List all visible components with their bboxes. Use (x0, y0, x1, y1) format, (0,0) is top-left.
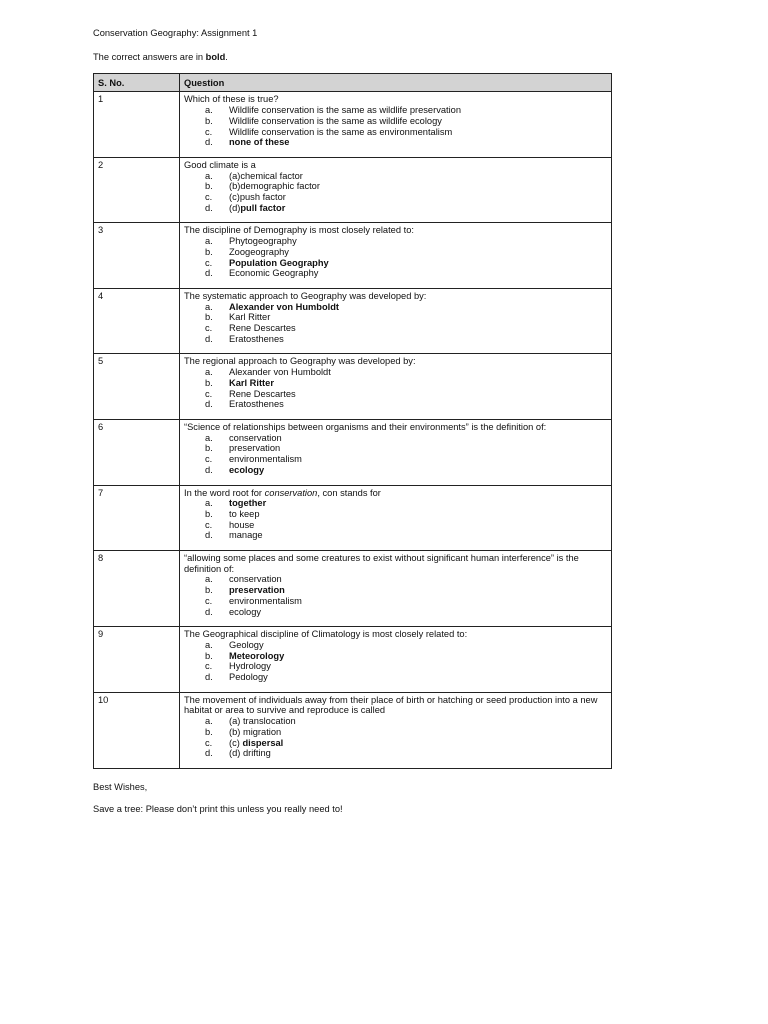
list-item (184, 672, 607, 683)
option-text: preservation (229, 443, 281, 454)
list-item (184, 268, 607, 279)
question-text-italic: conservation (264, 487, 318, 498)
list-item (184, 596, 607, 607)
table-row (94, 354, 612, 420)
table-row (94, 157, 612, 223)
list-item (184, 738, 607, 749)
list-item (184, 258, 607, 269)
question-text (184, 488, 607, 499)
option-text: to keep (229, 508, 260, 519)
option-letter: a. (205, 236, 213, 247)
option-letter: b. (205, 726, 213, 737)
list-item (184, 378, 607, 389)
option-text-correct: preservation (229, 585, 285, 596)
question-number: 6 (94, 419, 180, 485)
option-text-correct: Meteorology (229, 650, 285, 661)
option-text-correct: none of these (229, 137, 290, 148)
document-title: Conservation Geography: Assignment 1 (93, 28, 258, 38)
option-letter: a. (205, 367, 213, 378)
option-letter: b. (205, 508, 213, 519)
option-text: Eratosthenes (229, 333, 284, 344)
option-text: Geology (229, 639, 264, 650)
option-text: conservation (229, 574, 282, 585)
header-sno: S. No. (94, 73, 180, 92)
question-number: 5 (94, 354, 180, 420)
question-cell (180, 692, 612, 768)
options-list (184, 640, 607, 683)
questions-table (93, 73, 612, 769)
table-row (94, 692, 612, 768)
options-list (184, 574, 607, 617)
option-letter: c. (205, 126, 213, 137)
option-text: (b) migration (229, 726, 282, 737)
option-letter: a. (205, 105, 213, 116)
list-item (184, 465, 607, 476)
options-list (184, 367, 607, 410)
option-text: (a) translocation (229, 716, 296, 727)
question-cell (180, 551, 612, 627)
option-letter: d. (205, 137, 213, 148)
header-question: Question (180, 73, 612, 92)
option-letter: d. (205, 672, 213, 683)
option-text-correct: Population Geography (229, 257, 329, 268)
document-page (93, 28, 613, 814)
list-item (184, 302, 607, 313)
question-text: The regional approach to Geography was developed by: (184, 356, 416, 367)
question-text: “Science of relationships between organisms and their environments” is the definition of: (184, 421, 547, 432)
list-item (184, 509, 607, 520)
option-letter: a. (205, 432, 213, 443)
options-list (184, 105, 607, 148)
option-letter: c. (205, 192, 213, 203)
list-item (184, 137, 607, 148)
list-item (184, 530, 607, 541)
option-letter: d. (205, 268, 213, 279)
option-text: conservation (229, 432, 282, 443)
list-item (184, 433, 607, 444)
list-item (184, 585, 607, 596)
question-cell (180, 419, 612, 485)
option-text: Wildlife conservation is the same as wildlife preservation (229, 105, 462, 116)
option-text: Rene Descartes (229, 323, 296, 334)
option-letter: a. (205, 170, 213, 181)
option-letter: c. (205, 661, 213, 672)
question-cell (180, 354, 612, 420)
option-letter: a. (205, 574, 213, 585)
option-text: (a)chemical factor (229, 170, 303, 181)
option-letter: d. (205, 464, 213, 475)
options-list (184, 236, 607, 279)
option-letter: b. (205, 181, 213, 192)
question-text: “allowing some places and some creatures to exist without significant human interference” is the definition of: (184, 553, 579, 574)
closing-text: Best Wishes, (93, 781, 148, 792)
table-row (94, 288, 612, 354)
question-cell (180, 223, 612, 289)
list-item (184, 607, 607, 618)
option-letter: c. (205, 257, 213, 268)
option-letter: b. (205, 377, 213, 388)
list-item (184, 498, 607, 509)
intro-suffix: . (225, 52, 228, 62)
options-list (184, 171, 607, 214)
option-text: (b)demographic factor (229, 181, 320, 192)
table-row (94, 551, 612, 627)
options-list (184, 302, 607, 345)
table-row (94, 419, 612, 485)
options-list (184, 498, 607, 541)
table-row (94, 627, 612, 693)
question-cell (180, 485, 612, 551)
option-letter: b. (205, 115, 213, 126)
list-item (184, 323, 607, 334)
option-letter: a. (205, 716, 213, 727)
question-text: The Geographical discipline of Climatology is most closely related to: (184, 629, 468, 640)
option-letter: a. (205, 301, 213, 312)
list-item (184, 312, 607, 323)
questions-body (94, 92, 612, 769)
options-list (184, 433, 607, 476)
option-text: Wildlife conservation is the same as wildlife ecology (229, 115, 442, 126)
list-item (184, 389, 607, 400)
option-text-correct: Alexander von Humboldt (229, 301, 340, 312)
option-text-correct (229, 203, 285, 214)
list-item (184, 236, 607, 247)
option-prefix: (d) (229, 202, 241, 213)
list-item (184, 181, 607, 192)
option-text-correct: together (229, 498, 267, 509)
option-letter: c. (205, 595, 213, 606)
option-text: Wildlife conservation is the same as environmentalism (229, 126, 453, 137)
question-number: 3 (94, 223, 180, 289)
option-text-correct: Karl Ritter (229, 377, 274, 388)
list-item (184, 367, 607, 378)
question-text-suffix: , con stands for (317, 487, 381, 498)
option-letter: c. (205, 519, 213, 530)
option-letter: a. (205, 639, 213, 650)
list-item (184, 334, 607, 345)
option-text: Hydrology (229, 661, 271, 672)
question-cell (180, 157, 612, 223)
option-letter: c. (205, 388, 213, 399)
list-item (184, 203, 607, 214)
question-cell (180, 92, 612, 158)
list-item (184, 443, 607, 454)
option-text: Phytogeography (229, 236, 297, 247)
option-text: Eratosthenes (229, 399, 284, 410)
question-text: Which of these is true? (184, 94, 279, 105)
option-letter: d. (205, 530, 213, 541)
list-item (184, 116, 607, 127)
option-text: Alexander von Humboldt (229, 367, 331, 378)
intro-prefix: The correct answers are in (93, 52, 206, 62)
option-text: ecology (229, 606, 262, 617)
list-item (184, 127, 607, 138)
question-text: The movement of individuals away from their place of birth or hatching or seed production into a new habitat or area to survive and reproduce is called (184, 694, 598, 716)
option-text: Economic Geography (229, 268, 319, 279)
intro-text (93, 52, 613, 63)
question-number: 10 (94, 692, 180, 768)
option-letter: b. (205, 312, 213, 323)
option-text: (d) drifting (229, 748, 271, 759)
question-number: 9 (94, 627, 180, 693)
list-item (184, 399, 607, 410)
table-header-row (94, 73, 612, 92)
option-letter: b. (205, 246, 213, 257)
option-text: Zoogeography (229, 246, 289, 257)
list-item (184, 105, 607, 116)
option-letter: a. (205, 498, 213, 509)
intro-bold-word: bold (205, 52, 226, 62)
option-text: manage (229, 530, 263, 541)
question-number: 4 (94, 288, 180, 354)
option-prefix: (c) (229, 737, 243, 748)
question-number: 8 (94, 551, 180, 627)
list-item (184, 574, 607, 585)
footer-note: Save a tree: Please don’t print this unless you really need to! (93, 803, 343, 814)
option-letter: b. (205, 585, 213, 596)
option-letter: d. (205, 333, 213, 344)
question-number: 2 (94, 157, 180, 223)
list-item (184, 520, 607, 531)
list-item (184, 716, 607, 727)
list-item (184, 454, 607, 465)
question-text: Good climate is a (184, 159, 256, 170)
option-answer-bold: dispersal (242, 737, 284, 748)
list-item (184, 192, 607, 203)
option-letter: d. (205, 202, 213, 213)
option-answer-bold: pull factor (240, 202, 286, 213)
list-item (184, 661, 607, 672)
option-text: environmentalism (229, 454, 302, 465)
option-letter: d. (205, 399, 213, 410)
option-letter: c. (205, 323, 213, 334)
option-text: house (229, 519, 255, 530)
list-item (184, 748, 607, 759)
option-text: (c)push factor (229, 192, 286, 203)
option-letter: d. (205, 606, 213, 617)
option-letter: c. (205, 737, 213, 748)
table-row (94, 223, 612, 289)
question-number: 7 (94, 485, 180, 551)
question-cell (180, 627, 612, 693)
option-text: Pedology (229, 672, 268, 683)
question-text: The systematic approach to Geography was developed by: (184, 290, 427, 301)
table-row (94, 92, 612, 158)
option-letter: b. (205, 650, 213, 661)
option-text-correct (229, 738, 283, 749)
list-item (184, 651, 607, 662)
options-list (184, 716, 607, 759)
option-text: Rene Descartes (229, 388, 296, 399)
option-text: Karl Ritter (229, 312, 271, 323)
list-item (184, 727, 607, 738)
question-text-prefix: In the word root for (184, 487, 265, 498)
option-text-correct: ecology (229, 464, 265, 475)
option-letter: d. (205, 748, 213, 759)
list-item (184, 171, 607, 182)
option-letter: b. (205, 443, 213, 454)
table-row (94, 485, 612, 551)
option-text: environmentalism (229, 595, 302, 606)
list-item (184, 247, 607, 258)
question-cell (180, 288, 612, 354)
question-number: 1 (94, 92, 180, 158)
list-item (184, 640, 607, 651)
option-letter: c. (205, 454, 213, 465)
question-text: The discipline of Demography is most closely related to: (184, 225, 414, 236)
